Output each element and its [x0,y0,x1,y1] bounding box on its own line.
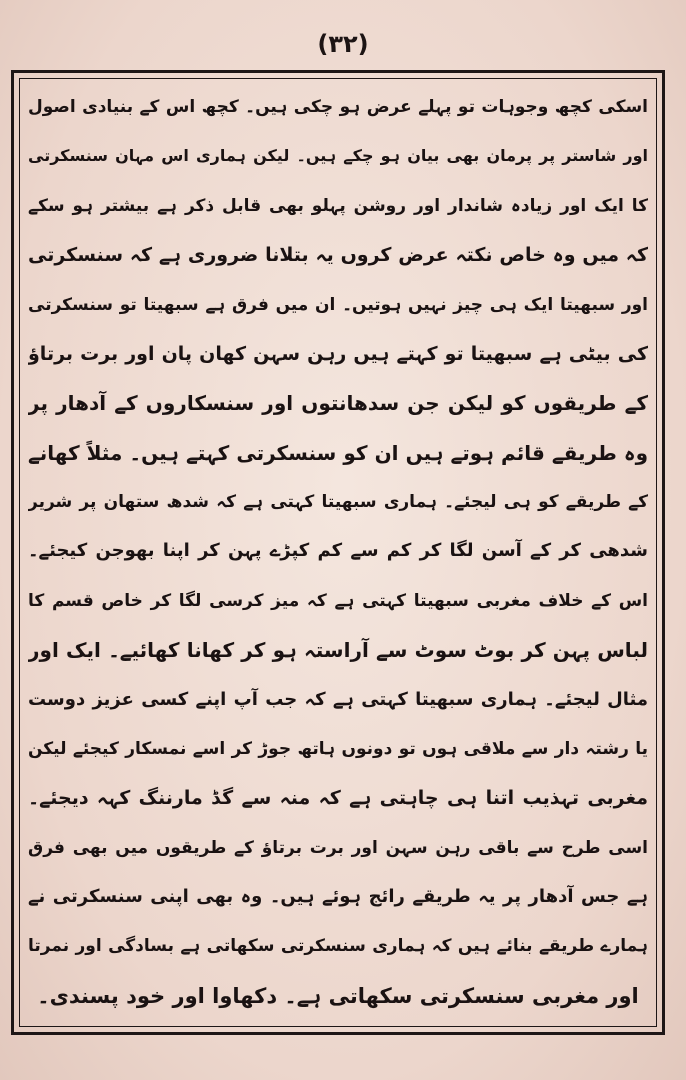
text-line: کی بیٹی ہے سبھیتا تو کہتے ہیں رہن سہن کھان پان اور برت برتاؤ [28,342,648,365]
page-body-text [28,85,648,1018]
text-line: کے طریقے کو ہی لیجئے۔ ہماری سبھیتا کہتی ہے کہ شدھ ستھان پر شریر [28,492,648,512]
text-line: یا رشتہ دار سے ملاقی ہوں تو دونوں ہاتھ جوڑ کر اسے نمسکار کیجئے لیکن [28,738,648,759]
page-border-outer [11,70,665,1035]
text-line: شدھی کر کے آسن لگا کر کم سے کم کپڑے پہن کر اپنا بھوجن کیجئے۔ [28,540,648,562]
text-line: اور سبھیتا ایک ہی چیز نہیں ہوتیں۔ ان میں فرق ہے سبھیتا تو سنسکرتی [28,294,648,315]
text-line: کہ میں وہ خاص نکتہ عرض کروں یہ بتلانا ضروری ہے کہ سنسکرتی [28,244,648,267]
text-line: ہے جس آدھار پر یہ طریقے رائج ہوئے ہیں۔ وہ بھی اپنی سنسکرتی نے [28,886,648,907]
text-line: وہ طریقے قائم ہوتے ہیں ان کو سنسکرتی کہتے ہیں۔ مثلاً کھانے [28,440,648,465]
text-line: مثال لیجئے۔ ہماری سبھیتا کہتی ہے کہ جب آپ اپنے کسی عزیز دوست [28,688,648,710]
text-line: اسی طرح سے باقی رہن سہن اور برت برتاؤ کے طریقوں میں بھی فرق [28,837,648,858]
text-line: ہمارے طریقے بنائے ہیں کہ ہماری سنسکرتی سکھاتی ہے بسادگی اور نمرتا [28,936,648,957]
text-line: کا ایک اور زیادہ شاندار اور روشن پہلو بھی قابل ذکر ہے بیشتر ہو سکے [28,195,648,216]
text-line: اسکی کچھ وجوہات تو پہلے عرض ہو چکی ہیں۔ کچھ اس کے بنیادی اصول [28,97,648,117]
text-line: مغربی تہذیب اتنا ہی چاہتی ہے کہ منہ سے گڈ مارننگ کہہ دیجئے۔ [28,787,648,810]
page-number: (۳۲) [317,30,369,58]
text-line: لباس پہن کر بوٹ سوٹ سے آراستہ ہو کر کھانا کھائیے۔ ایک اور [28,638,648,663]
text-line: کے طریقوں کو لیکن جن سدھانتوں اور سنسکاروں کے آدھار پر [28,391,648,416]
text-line: اس کے خلاف مغربی سبھیتا کہتی ہے کہ میز کرسی لگا کر خاص قسم کا [28,590,648,611]
text-line: اور مغربی سنسکرتی سکھاتی ہے۔ دکھاوا اور خود پسندی۔ [37,983,639,1008]
text-line: اور شاستر پر پرمان بھی بیان ہو چکے ہیں۔ لیکن ہماری اس مہان سنسکرتی [28,146,648,166]
